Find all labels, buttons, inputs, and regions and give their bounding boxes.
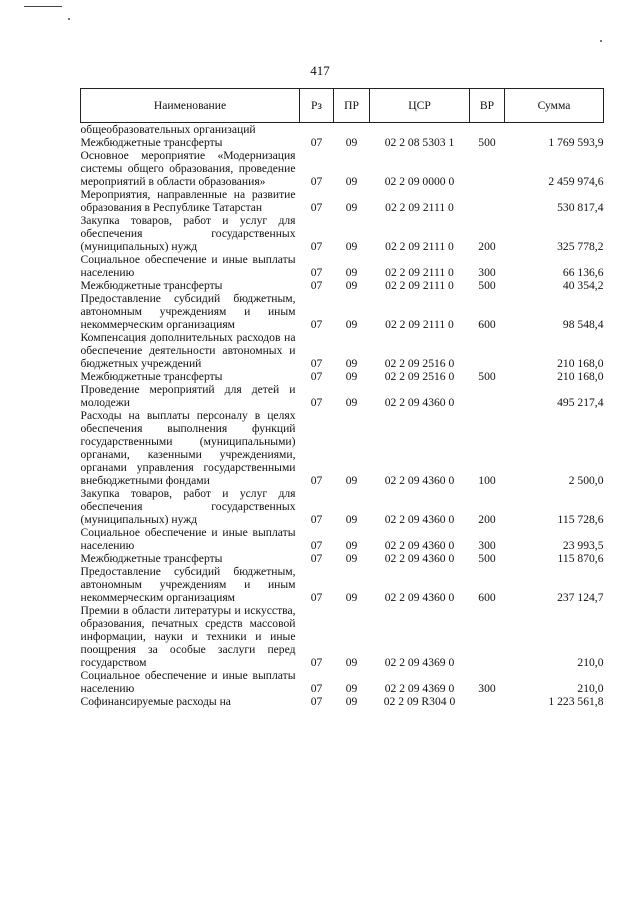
cell-csr: 02 2 09 4369 0: [384, 682, 455, 695]
cell-vr: [470, 188, 505, 214]
table-row: [81, 604, 604, 669]
cell-rz: [300, 123, 334, 137]
cell-rz: 07: [310, 201, 323, 214]
cell-rz: 07: [310, 591, 323, 604]
cell-rz: 07: [310, 474, 323, 487]
cell-pr: 09: [345, 279, 358, 292]
cell-csr: 02 2 09 4360 0: [384, 513, 455, 526]
cell-pr: [334, 123, 370, 137]
cell-sum: 40 354,2: [562, 279, 604, 292]
cell-pr: 09: [345, 552, 358, 565]
cell-sum: 237 124,7: [557, 591, 604, 604]
cell-csr: 02 2 09 2111 0: [385, 266, 454, 279]
cell-sum: 210,0: [577, 682, 604, 695]
cell-pr: 09: [345, 591, 358, 604]
cell-sum: 495 217,4: [557, 396, 604, 409]
cell-name: Мероприятия, направленные на развитие образования в Республике Татарстан: [80, 188, 296, 214]
cell-name: Межбюджетные трансферты: [80, 136, 223, 149]
cell-rz: 07: [310, 539, 323, 552]
cell-csr: 02 2 09 2516 0: [384, 357, 455, 370]
header-rz: Рз: [300, 89, 334, 123]
cell-sum: 210,0: [577, 656, 604, 669]
header-csr: ЦСР: [370, 89, 470, 123]
cell-name: Межбюджетные трансферты: [80, 279, 223, 292]
cell-csr: 02 2 09 2111 0: [385, 201, 454, 214]
cell-sum: 2 500,0: [568, 474, 604, 487]
cell-sum: 1 223 561,8: [548, 695, 604, 708]
cell-pr: 09: [345, 357, 358, 370]
cell-pr: 09: [345, 513, 358, 526]
table-row: [81, 149, 604, 188]
cell-vr: 500: [478, 136, 496, 149]
cell-sum: 66 136,6: [562, 266, 604, 279]
cell-name: Социальное обеспечение и иные выплаты населению: [80, 669, 296, 695]
header-name: Наименование: [81, 89, 300, 123]
cell-name: Компенсация дополнительных расходов на обеспечение деятельности автономных и бюджетных учреждений: [80, 331, 296, 370]
cell-rz: 07: [310, 279, 323, 292]
header-pr: ПР: [334, 89, 370, 123]
header-sum: Сумма: [505, 89, 604, 123]
cell-rz: 07: [310, 266, 323, 279]
cell-sum: 98 548,4: [562, 318, 604, 331]
cell-vr: 600: [478, 318, 496, 331]
cell-rz: 07: [310, 370, 323, 383]
table-row: [81, 669, 604, 695]
cell-sum: 23 993,5: [562, 539, 604, 552]
scan-mark-line: [24, 6, 62, 7]
cell-pr: 09: [345, 240, 358, 253]
table-header-row: [81, 89, 604, 123]
table-body: [81, 123, 604, 709]
cell-csr: 02 2 09 2111 0: [385, 279, 454, 292]
cell-pr: 09: [345, 175, 358, 188]
cell-rz: 07: [310, 695, 323, 708]
cell-csr: 02 2 09 4360 0: [384, 396, 455, 409]
cell-vr: 500: [478, 552, 496, 565]
cell-pr: 09: [345, 682, 358, 695]
cell-rz: 07: [310, 396, 323, 409]
cell-pr: 09: [345, 656, 358, 669]
cell-vr: 300: [478, 539, 496, 552]
table-row: [81, 565, 604, 604]
header-vr: ВР: [470, 89, 505, 123]
cell-csr: 02 2 08 5303 1: [384, 136, 455, 149]
cell-pr: 09: [345, 396, 358, 409]
cell-sum: 210 168,0: [557, 370, 604, 383]
cell-rz: 07: [310, 682, 323, 695]
cell-vr: 300: [478, 266, 496, 279]
cell-rz: 07: [310, 240, 323, 253]
cell-vr: 500: [478, 279, 496, 292]
cell-csr: 02 2 09 4360 0: [384, 591, 455, 604]
cell-sum: 115 870,6: [557, 552, 604, 565]
cell-pr: 09: [345, 318, 358, 331]
cell-vr: [470, 149, 505, 188]
table-row: [81, 214, 604, 253]
cell-vr: [470, 123, 505, 137]
cell-name: Проведение мероприятий для детей и молодежи: [80, 383, 296, 409]
cell-vr: 200: [478, 513, 496, 526]
scan-speck: [600, 40, 602, 42]
table-row: [81, 123, 604, 137]
table-row: [81, 253, 604, 279]
cell-sum: 210 168,0: [557, 357, 604, 370]
table-row: [81, 695, 604, 708]
cell-rz: 07: [310, 656, 323, 669]
cell-name: Предоставление субсидий бюджетным, автономным учреждениям и иным некоммерческим организациям: [80, 292, 296, 331]
table-row: [81, 279, 604, 292]
cell-name: Основное мероприятие «Модернизация системы общего образования, проведение мероприятий в области образования»: [80, 149, 296, 188]
cell-csr: 02 2 09 R304 0: [383, 695, 456, 708]
cell-csr: 02 2 09 4360 0: [384, 474, 455, 487]
cell-vr: [470, 383, 505, 409]
cell-name: Расходы на выплаты персоналу в целях обеспечения выполнения функций государственными (муниципальными) органами, казенными учреждениями, органами управления государственными внебюджетными фондами: [80, 409, 296, 487]
cell-vr: 600: [478, 591, 496, 604]
cell-rz: 07: [310, 175, 323, 188]
table-row: [81, 383, 604, 409]
table-row: [81, 136, 604, 149]
cell-sum: 115 728,6: [557, 513, 604, 526]
cell-pr: 09: [345, 136, 358, 149]
cell-sum: 1 769 593,9: [548, 136, 604, 149]
table-row: [81, 331, 604, 370]
cell-vr: [470, 604, 505, 669]
page-number: 417: [310, 63, 330, 78]
cell-vr: [470, 695, 505, 708]
scan-speck: [68, 18, 70, 20]
cell-rz: 07: [310, 357, 323, 370]
cell-csr: 02 2 09 2516 0: [384, 370, 455, 383]
cell-csr: 02 2 09 4369 0: [384, 656, 455, 669]
cell-pr: 09: [345, 539, 358, 552]
cell-rz: 07: [310, 513, 323, 526]
cell-pr: 09: [345, 201, 358, 214]
cell-pr: 09: [345, 370, 358, 383]
cell-csr: 02 2 09 4360 0: [384, 539, 455, 552]
cell-csr: 02 2 09 4360 0: [384, 552, 455, 565]
cell-name: Предоставление субсидий бюджетным, автономным учреждениям и иным некоммерческим организациям: [80, 565, 296, 604]
table-row: [81, 188, 604, 214]
cell-vr: 300: [478, 682, 496, 695]
cell-rz: 07: [310, 136, 323, 149]
cell-rz: 07: [310, 318, 323, 331]
cell-vr: 100: [478, 474, 496, 487]
budget-table: [80, 88, 604, 708]
table-row: [81, 526, 604, 552]
table-row: [81, 552, 604, 565]
cell-csr: 02 2 09 0000 0: [384, 175, 455, 188]
cell-vr: 500: [478, 370, 496, 383]
table-row: [81, 487, 604, 526]
cell-sum: [505, 123, 604, 137]
cell-name: Межбюджетные трансферты: [80, 552, 223, 565]
table-row: [81, 370, 604, 383]
cell-vr: 200: [478, 240, 496, 253]
cell-rz: 07: [310, 552, 323, 565]
cell-name: общеобразовательных организаций: [80, 123, 256, 136]
cell-name: Социальное обеспечение и иные выплаты населению: [80, 526, 296, 552]
cell-sum: 325 778,2: [557, 240, 604, 253]
cell-pr: 09: [345, 474, 358, 487]
cell-pr: 09: [345, 266, 358, 279]
cell-name: Премии в области литературы и искусства, образования, печатных средств массовой информации, науки и техники и иные поощрения за особые заслуги перед государством: [80, 604, 296, 669]
table-row: [81, 409, 604, 487]
cell-name: Социальное обеспечение и иные выплаты населению: [80, 253, 296, 279]
cell-name: Межбюджетные трансферты: [80, 370, 223, 383]
cell-csr: [370, 123, 470, 137]
cell-pr: 09: [345, 695, 358, 708]
cell-csr: 02 2 09 2111 0: [385, 318, 454, 331]
cell-name: Закупка товаров, работ и услуг для обеспечения государственных (муниципальных) нужд: [80, 214, 296, 253]
cell-sum: 2 459 974,6: [548, 175, 604, 188]
cell-name: Софинансируемые расходы на: [80, 695, 231, 708]
cell-vr: [470, 331, 505, 370]
cell-csr: 02 2 09 2111 0: [385, 240, 454, 253]
cell-sum: 530 817,4: [557, 201, 604, 214]
table-row: [81, 292, 604, 331]
cell-name: Закупка товаров, работ и услуг для обеспечения государственных (муниципальных) нужд: [80, 487, 296, 526]
